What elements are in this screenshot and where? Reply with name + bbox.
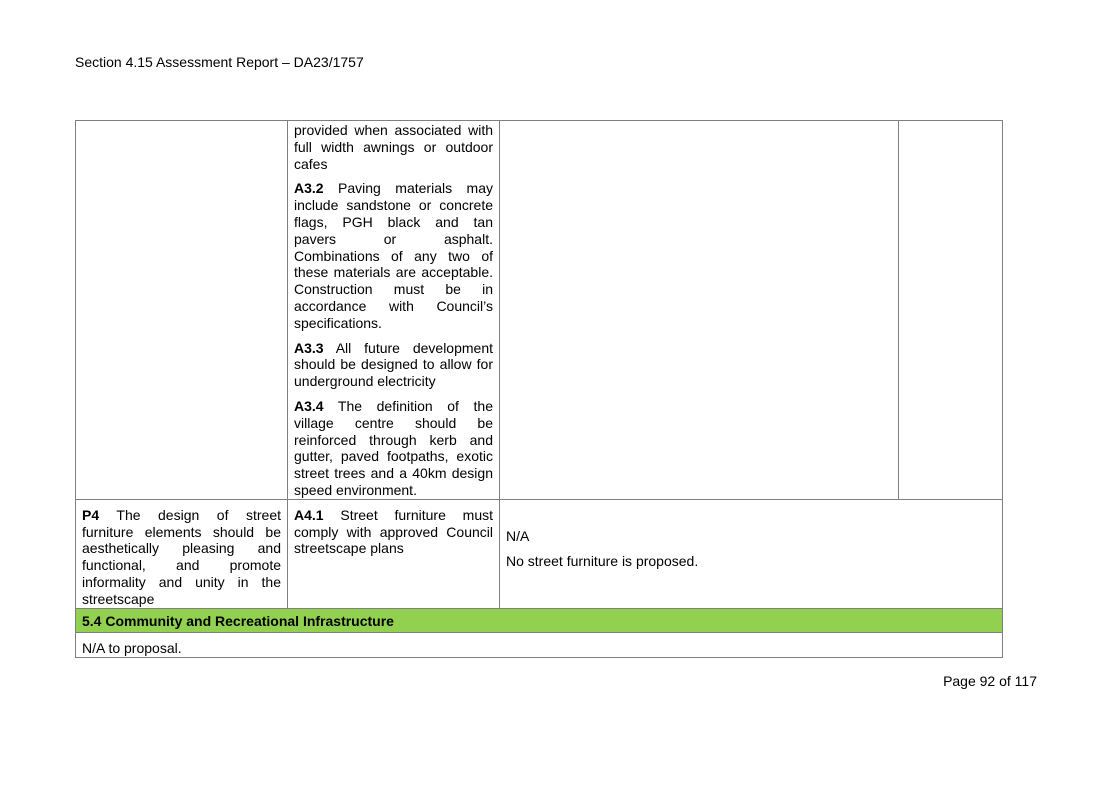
section-text: N/A to proposal. [76,633,1003,658]
comment-cell [500,121,899,500]
acceptable-solution-cell: A4.1 Street furniture must comply with approved Council streetscape plans [288,499,500,608]
performance-cell [76,121,288,500]
performance-cell: P4 The design of street furniture elements should be aesthetically pleasing and functional, and promote informality and unity in the streetscape [76,499,288,608]
control-paragraph: provided when associated with full width awnings or outdoor cafes [294,122,493,172]
control-paragraph: A3.4 The definition of the village centre should be reinforced through kerb and gutter, paved footpaths, exotic street trees and a 40km design speed environment. [294,397,493,498]
compliance-cell [899,121,1003,500]
page-header: Section 4.15 Assessment Report – DA23/1757 [75,54,364,70]
section-heading: 5.4 Community and Recreational Infrastructure [76,608,1003,633]
acceptable-solution-cell [288,121,500,500]
page-number: Page 92 of 117 [943,673,1037,689]
compliance-value: N/A [506,527,530,544]
control-paragraph: A3.2 Paving materials may include sandstone or concrete flags, PGH black and tan pavers or asphalt. Combinations of any two of these materials are acceptable. Construction must be in accordance with Council’s specifications. [294,180,493,331]
comment-cell [500,499,1003,608]
assessment-table [75,120,1003,658]
control-paragraph: A3.3 All future development should be designed to allow for underground electricity [294,339,493,390]
table-row [76,499,1003,608]
table-row [76,633,1003,658]
table-row [76,121,1003,500]
section-heading-row [76,608,1003,633]
assessment-comment: No street furniture is proposed. [506,552,699,569]
